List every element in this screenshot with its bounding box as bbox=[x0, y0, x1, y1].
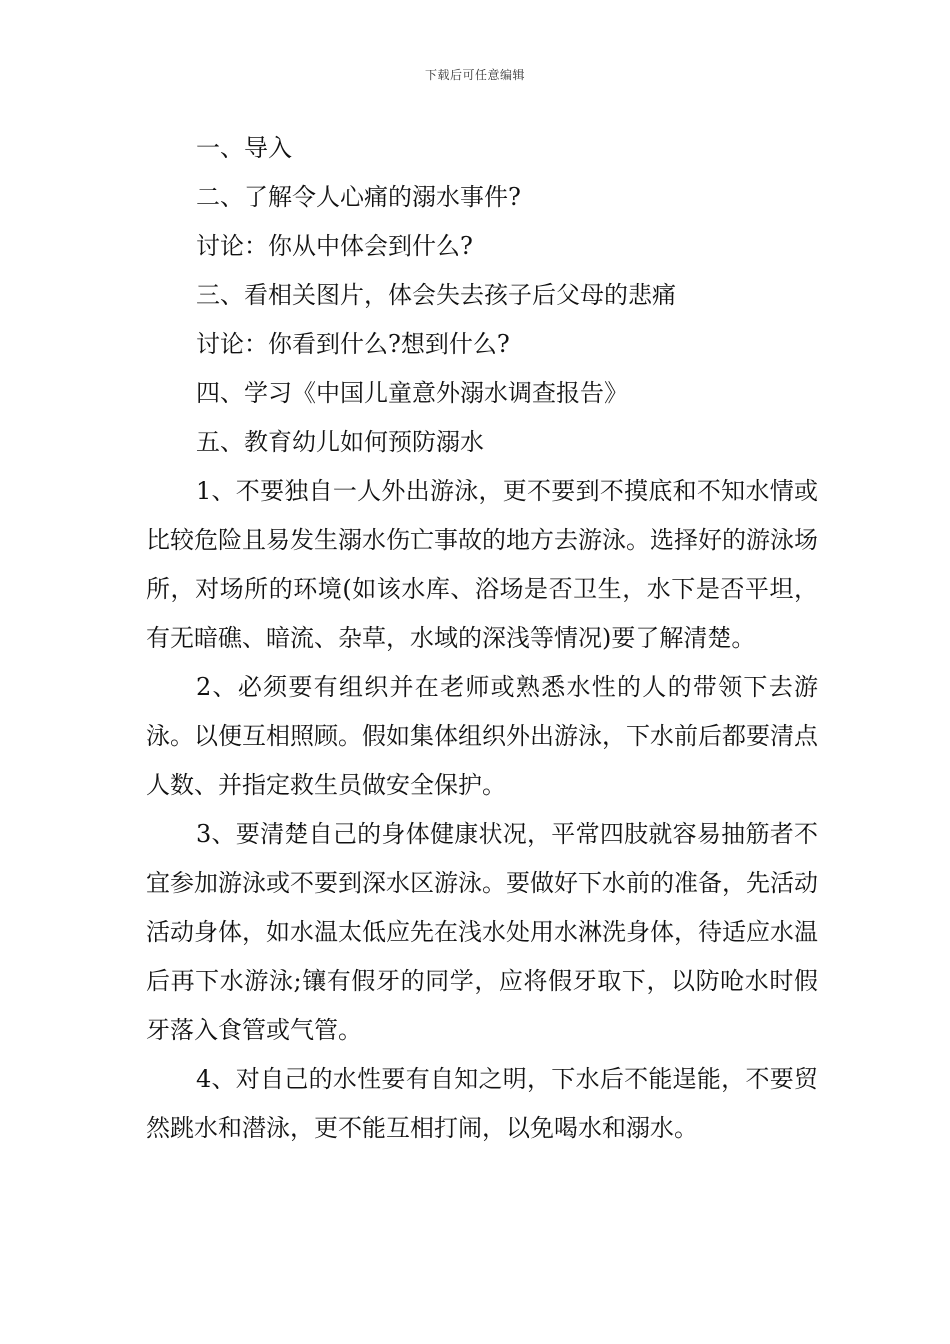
header-note: 下载后可任意编辑 bbox=[424, 68, 525, 82]
paragraph-rule-4: 4、对自己的水性要有自知之明，下水后不能逞能，不要贸然跳水和潜泳，更不能互相打闹，以免喝水和溺水。 bbox=[146, 1065, 818, 1142]
document-body bbox=[146, 124, 818, 1153]
outline-item-pictures: 三、看相关图片，体会失去孩子后父母的悲痛 bbox=[196, 281, 676, 309]
outline-item-report: 四、学习《中国儿童意外溺水调查报告》 bbox=[196, 379, 628, 407]
paragraph-rule-2: 2、必须要有组织并在老师或熟悉水性的人的带领下去游泳。以便互相照顾。假如集体组织外出游泳，下水前后都要清点人数、并指定救生员做安全保护。 bbox=[146, 673, 818, 799]
outline-item-discussion-2: 讨论：你看到什么?想到什么? bbox=[196, 330, 510, 358]
outline-item-events: 二、了解令人心痛的溺水事件? bbox=[196, 183, 521, 211]
outline-item-intro: 一、导入 bbox=[196, 134, 292, 162]
outline-item-discussion-1: 讨论：你从中体会到什么? bbox=[196, 232, 473, 260]
paragraph-rule-1: 1、不要独自一人外出游泳，更不要到不摸底和不知水情或比较危险且易发生溺水伤亡事故的地方去游泳。选择好的游泳场所，对场所的环境(如该水库、浴场是否卫生，水下是否平坦，有无暗礁、暗流、杂草，水域的深浅等情况)要了解清楚。 bbox=[146, 477, 818, 652]
paragraph-rule-3: 3、要清楚自己的身体健康状况，平常四肢就容易抽筋者不宜参加游泳或不要到深水区游泳。要做好下水前的准备，先活动活动身体，如水温太低应先在浅水处用水淋洗身体，待适应水温后再下水游泳;镶有假牙的同学，应将假牙取下，以防呛水时假牙落入食管或气管。 bbox=[146, 820, 818, 1044]
outline-item-prevention: 五、教育幼儿如何预防溺水 bbox=[196, 428, 484, 456]
